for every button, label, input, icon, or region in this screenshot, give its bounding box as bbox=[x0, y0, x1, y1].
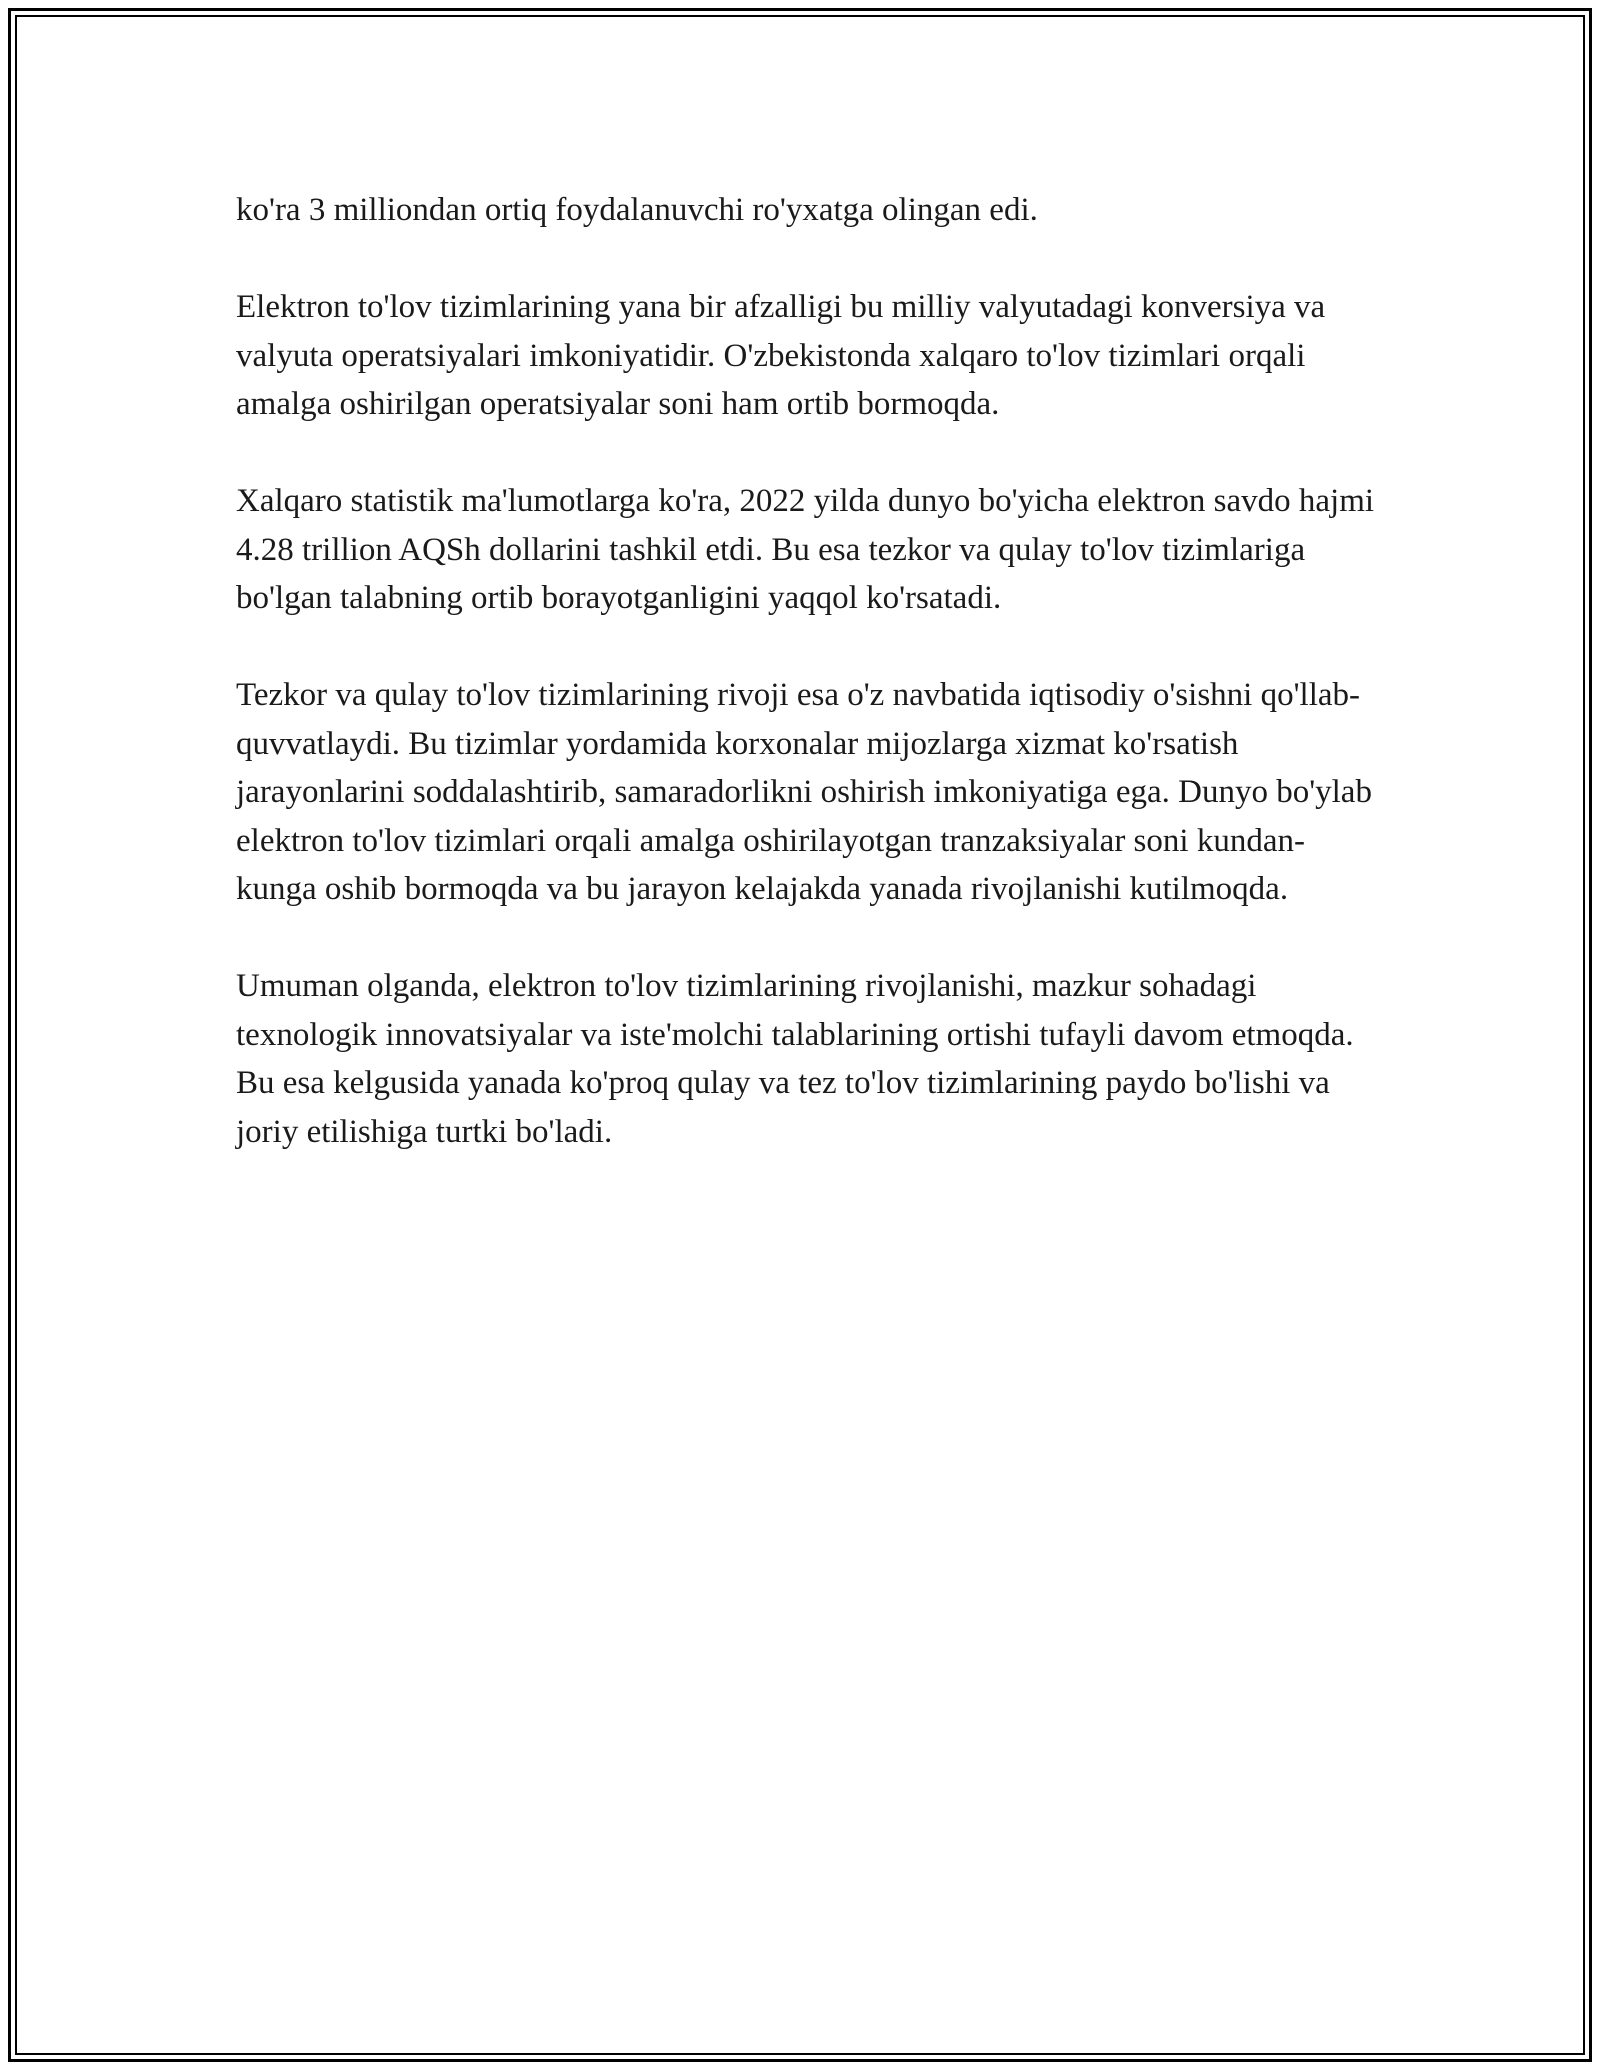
document-body bbox=[236, 186, 1384, 1205]
paragraph-2: Elektron to'lov tizimlarining yana bir afzalligi bu milliy valyutadagi konversiya va valyuta operatsiyalari imkoniyatidir. O'zbekistonda xalqaro to'lov tizimlari orqali amalga oshirilgan operatsiyalar soni ham ortib bormoqda. bbox=[236, 289, 1326, 422]
paragraph-3: Xalqaro statistik ma'lumotlarga ko'ra, 2022 yilda dunyo bo'yicha elektron savdo hajmi 4.28 trillion AQSh dollarini tashkil etdi. Bu esa tezkor va qulay to'lov tizimlariga bo'lgan talabning ortib borayotganligini yaqqol ko'rsatadi. bbox=[236, 483, 1375, 616]
paragraph-5: Umuman olganda, elektron to'lov tizimlarining rivojlanishi, mazkur sohadagi texnologik innovatsiyalar va iste'molchi talablarining ortishi tufayli davom etmoqda. Bu esa kelgusida yanada ko'proq qulay va tez to'lov tizimlarining paydo bo'lishi va joriy etilishiga turtki bo'ladi. bbox=[236, 968, 1354, 1150]
paragraph-1: ko'ra 3 milliondan ortiq foydalanuvchi ro'yxatga olingan edi. bbox=[236, 192, 1038, 228]
paragraph-4: Tezkor va qulay to'lov tizimlarining rivoji esa o'z navbatida iqtisodiy o'sishni qo'llab-quvvatlaydi. Bu tizimlar yordamida korxonalar mijozlarga xizmat ko'rsatish jarayonlarini soddalashtirib, samaradorlikni oshirish imkoniyatiga ega. Dunyo bo'ylab elektron to'lov tizimlari orqali amalga oshirilayotgan tranzaksiyalar soni kundan-kunga oshib bormoqda va bu jarayon kelajakda yanada rivojlanishi kutilmoqda. bbox=[236, 677, 1372, 907]
